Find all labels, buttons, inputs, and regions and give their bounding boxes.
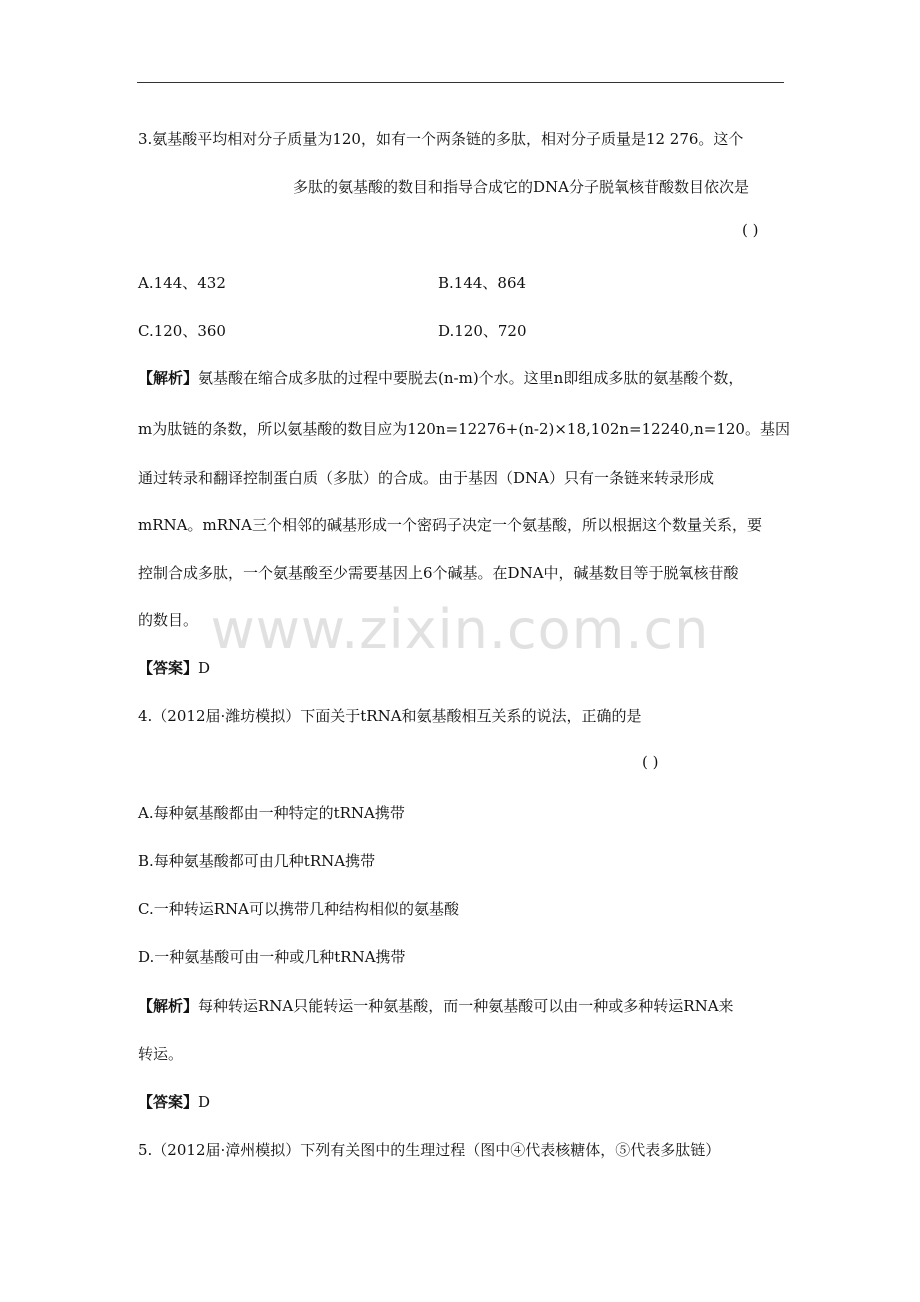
q4-answer-line bbox=[138, 1091, 210, 1112]
q3-analysis-line5: 控制合成多肽，一个氨基酸至少需要基因上6个碱基。在DNA中，碱基数目等于脱氧核苷酸 bbox=[138, 564, 739, 582]
q4-answer-value: D bbox=[198, 1093, 211, 1111]
q3-option-b: B.144、864 bbox=[438, 274, 527, 292]
q4-analysis-tag: 【解析】 bbox=[138, 997, 199, 1015]
q5-stem-line1: 5.（2012届·漳州模拟）下列有关图中的生理过程（图中④代表核糖体，⑤代表多肽链） bbox=[138, 1141, 721, 1159]
q3-stem-line2: 多肽的氨基酸的数目和指导合成它的DNA分子脱氧核苷酸数目依次是 bbox=[293, 178, 749, 196]
q4-option-c: C.一种转运RNA可以携带几种结构相似的氨基酸 bbox=[138, 900, 459, 918]
q3-analysis-line6: 的数目。 bbox=[138, 611, 199, 629]
q3-analysis-tag: 【解析】 bbox=[138, 369, 199, 387]
q4-option-b: B.每种氨基酸都可由几种tRNA携带 bbox=[138, 852, 376, 870]
q4-stem-line1: 4.（2012届·潍坊模拟）下面关于tRNA和氨基酸相互关系的说法，正确的是 bbox=[138, 707, 642, 725]
watermark: www.zixin.com.cn bbox=[210, 598, 710, 661]
q3-answer-value: D bbox=[198, 659, 211, 677]
q4-answer-tag: 【答案】 bbox=[138, 1093, 199, 1111]
q3-answer-line bbox=[138, 657, 210, 678]
q3-analysis-line4: mRNA。mRNA三个相邻的碱基形成一个密码子决定一个氨基酸，所以根据这个数量关系，要 bbox=[138, 516, 762, 534]
q4-analysis-line2: 转运。 bbox=[138, 1045, 184, 1063]
q3-analysis-line1 bbox=[138, 367, 743, 388]
q3-analysis-text1: 氨基酸在缩合成多肽的过程中要脱去(n-m)个水。这里n即组成多肽的氨基酸个数， bbox=[198, 369, 744, 387]
header-rule bbox=[137, 82, 784, 83]
q3-analysis-line2: m为肽链的条数，所以氨基酸的数目应为120n=12276+(n-2)×18,102n=12240,n=120。基因 bbox=[138, 420, 790, 438]
q4-answer-paren: ( ) bbox=[642, 753, 659, 771]
q3-option-c: C.120、360 bbox=[138, 322, 226, 340]
q3-analysis-line3: 通过转录和翻译控制蛋白质（多肽）的合成。由于基因（DNA）只有一条链来转录形成 bbox=[138, 469, 714, 487]
q4-option-d: D.一种氨基酸可由一种或几种tRNA携带 bbox=[138, 948, 406, 966]
q4-analysis-line1 bbox=[138, 995, 734, 1016]
q3-answer-tag: 【答案】 bbox=[138, 659, 199, 677]
q4-option-a: A.每种氨基酸都由一种特定的tRNA携带 bbox=[138, 804, 405, 822]
q3-stem-line1: 3.氨基酸平均相对分子质量为120，如有一个两条链的多肽，相对分子质量是12 276。这个 bbox=[138, 130, 744, 148]
q4-analysis-text1: 每种转运RNA只能转运一种氨基酸，而一种氨基酸可以由一种或多种转运RNA来 bbox=[198, 997, 734, 1015]
q3-option-a: A.144、432 bbox=[138, 274, 226, 292]
q3-answer-paren: ( ) bbox=[742, 221, 759, 239]
q3-option-d: D.120、720 bbox=[438, 322, 527, 340]
